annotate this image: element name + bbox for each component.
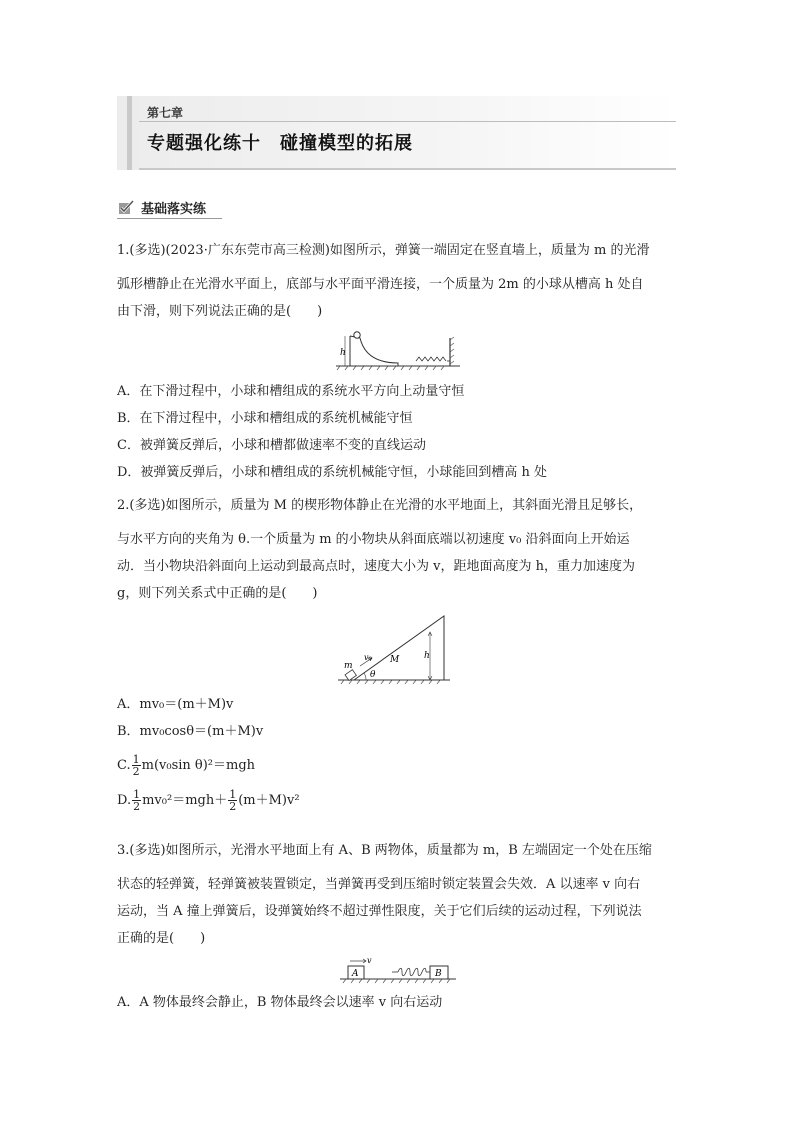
- q1-line-2: 弧形槽静止在光滑水平面上，底部与水平面平滑连接，一个质量为 2m 的小球从槽高 h 处自: [117, 277, 644, 292]
- chapter-label: 第七章: [147, 106, 184, 120]
- page-title: 专题强化练十 碰撞模型的拓展: [147, 133, 413, 154]
- q3-line-3: 运动，当 A 撞上弹簧后，设弹簧始终不超过弹性限度，关于它们后续的运动过程，下列说法: [117, 904, 642, 919]
- q1-line-1: 1.(多选)(2023·广东东莞市高三检测)如图所示，弹簧一端固定在竖直墙上，质量为 m 的光滑: [117, 243, 650, 258]
- q1-option-b: B．在下滑过程中，小球和槽组成的系统机械能守恒: [117, 411, 413, 426]
- header-bottom-rule: [139, 168, 676, 170]
- q2-fig-m-label: m: [344, 661, 353, 671]
- header-divider: [139, 121, 676, 122]
- q2-option-c: [117, 751, 255, 781]
- q1-option-a: A．在下滑过程中，小球和槽组成的系统水平方向上动量守恒: [117, 384, 465, 399]
- q2-line-2: 与水平方向的夹角为 θ.一个质量为 m 的小物块从斜面底端以初速度 v₀ 沿斜面向上开始运: [117, 532, 630, 547]
- q3-fig-v-label: v: [367, 956, 372, 965]
- q2-option-b: B．mv₀cosθ＝(m＋M)v: [117, 724, 264, 739]
- q3-line-2: 状态的轻弹簧，轻弹簧被装置锁定，当弹簧再受到压缩时锁定装置会失效．A 以速率 v 向右: [117, 877, 641, 892]
- section-underline: [117, 218, 222, 219]
- q2-fig-theta-label: θ: [370, 670, 376, 680]
- q2-line-3: 动．当小物块沿斜面向上运动到最高点时，速度大小为 v，距地面高度为 h，重力加速度为: [117, 559, 635, 574]
- q2-option-d-mid: mv₀²＝mgh＋: [142, 793, 228, 808]
- q3-option-a: A．A 物体最终会静止，B 物体最终会以速率 v 向右运动: [117, 995, 443, 1010]
- section-label: 基础落实练: [141, 202, 207, 217]
- q3-fig-a-label: A: [352, 969, 359, 979]
- q2-figure-wedge: [338, 612, 450, 684]
- q2-option-d-end: (m＋M)v²: [238, 793, 300, 808]
- q1-fig-h-label: h: [340, 348, 346, 358]
- checkbox-check-icon: [118, 200, 135, 215]
- fraction-half: $\frac{1}{2}$: [133, 788, 141, 813]
- q2-option-c-body: m(v₀sin θ)²＝mgh: [141, 758, 256, 773]
- q2-option-c-prefix: C.: [117, 758, 131, 773]
- q3-figure-blocks-spring: [340, 955, 456, 985]
- fraction-half: $\frac{1}{2}$: [229, 788, 237, 813]
- q3-spring: [398, 968, 426, 976]
- q1-option-d: D．被弹簧反弹后，小球和槽组成的系统机械能守恒，小球能回到槽高 h 处: [117, 465, 548, 480]
- section-heading: [118, 198, 206, 217]
- q2-line-1: 2.(多选)如图所示，质量为 M 的楔形物体静止在光滑的水平地面上，其斜面光滑且足够长，: [117, 498, 643, 513]
- q3-line-4: 正确的是( ): [117, 931, 206, 946]
- fraction-half: $\frac{1}{2}$: [132, 753, 140, 778]
- q2-fig-M-label: M: [390, 655, 400, 665]
- q3-line-1: 3.(多选)如图所示，光滑水平地面上有 A、B 两物体，质量都为 m，B 左端固定一个处在压缩: [117, 843, 652, 858]
- q2-fig-h-label: h: [424, 651, 430, 661]
- q2-line-4: g，则下列关系式中正确的是( ): [117, 586, 318, 601]
- header-accent-bar: [127, 96, 132, 170]
- q1-option-c: C．被弹簧反弹后，小球和槽都做速率不变的直线运动: [117, 438, 426, 453]
- q1-spring: [416, 357, 446, 361]
- q3-fig-b-label: B: [435, 969, 442, 979]
- q2-option-d-prefix: D.: [117, 793, 132, 808]
- q1-line-3: 由下滑，则下列说法正确的是( ): [117, 304, 323, 319]
- q2-option-a: A．mv₀＝(m＋M)v: [117, 697, 234, 712]
- q2-fig-v0-label: v₀: [364, 653, 372, 662]
- q2-option-d: [117, 786, 300, 816]
- chapter-header: [117, 96, 676, 170]
- q1-figure-curved-groove: [336, 330, 460, 372]
